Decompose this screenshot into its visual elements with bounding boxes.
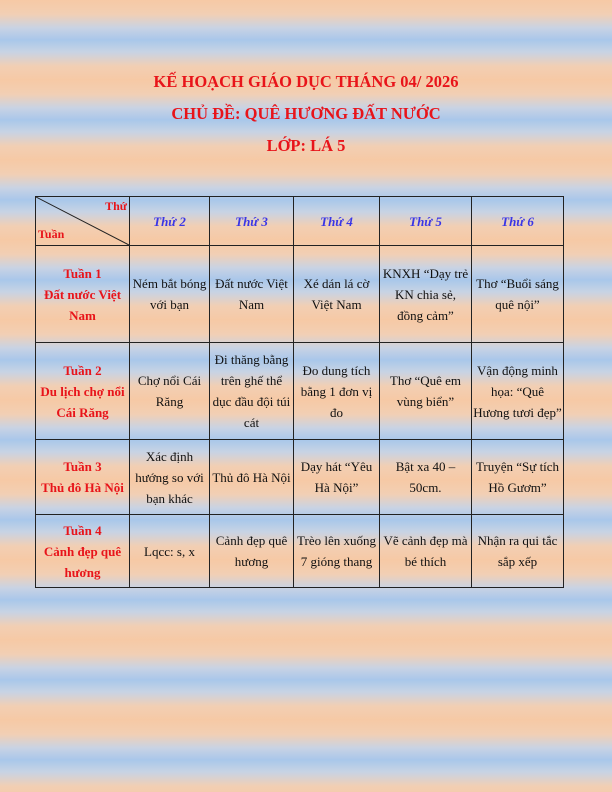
week-topic: Du lịch chợ nổi Cái Răng bbox=[40, 383, 125, 420]
activity-cell: Cảnh đẹp quê hương bbox=[210, 515, 294, 588]
day-header: Thứ 6 bbox=[472, 197, 564, 246]
day-header: Thứ 5 bbox=[380, 197, 472, 246]
day-header: Thứ 4 bbox=[294, 197, 380, 246]
activity-cell: Lqcc: s, x bbox=[130, 515, 210, 588]
activity-cell: Dạy hát “Yêu Hà Nội” bbox=[294, 440, 380, 515]
activity-cell: Thơ “Buổi sáng quê nội” bbox=[472, 246, 564, 343]
table-row bbox=[36, 343, 564, 440]
week-cell bbox=[36, 515, 130, 588]
activity-cell: Chợ nổi Cái Răng bbox=[130, 343, 210, 440]
table-row bbox=[36, 246, 564, 343]
table-row bbox=[36, 515, 564, 588]
activity-cell: Xác định hướng so với bạn khác bbox=[130, 440, 210, 515]
activity-cell: Xé dán lá cờ Việt Nam bbox=[294, 246, 380, 343]
activity-cell: Đo dung tích bằng 1 đơn vị đo bbox=[294, 343, 380, 440]
theme-title: CHỦ ĐỀ: QUÊ HƯƠNG ĐẤT NƯỚC bbox=[171, 104, 441, 123]
week-label: Tuần 1 bbox=[63, 265, 102, 281]
activity-cell: Truyện “Sự tích Hồ Gươm” bbox=[472, 440, 564, 515]
week-cell bbox=[36, 343, 130, 440]
activity-cell: Thơ “Quê em vùng biển” bbox=[380, 343, 472, 440]
week-topic: Thủ đô Hà Nội bbox=[41, 480, 124, 495]
week-label: Tuần 3 bbox=[63, 459, 102, 474]
activity-cell: Bật xa 40 – 50cm. bbox=[380, 440, 472, 515]
week-label: Tuần 2 bbox=[63, 362, 102, 378]
lesson-plan-table bbox=[35, 196, 564, 588]
week-topic: Đất nước Việt Nam bbox=[43, 286, 122, 323]
activity-cell: Trèo lên xuống 7 gióng thang bbox=[294, 515, 380, 588]
corner-day-label: Thứ bbox=[105, 199, 127, 213]
table-header-row bbox=[36, 197, 564, 246]
week-cell bbox=[36, 440, 130, 515]
class-title: LỚP: LÁ 5 bbox=[266, 136, 346, 155]
week-label: Tuần 4 bbox=[63, 522, 102, 538]
activity-cell: Ném bắt bóng với bạn bbox=[130, 246, 210, 343]
corner-week-label: Tuần bbox=[38, 227, 65, 241]
activity-cell: KNXH “Dạy trẻ KN chia sẻ, đồng cảm” bbox=[380, 246, 472, 343]
activity-cell: Đi thăng bằng trên ghế thể dục đầu đội túi cát bbox=[210, 343, 294, 440]
activity-cell: Vẽ cảnh đẹp mà bé thích bbox=[380, 515, 472, 588]
day-header: Thứ 3 bbox=[210, 197, 294, 246]
corner-cell bbox=[36, 197, 130, 246]
plan-title: KẾ HOẠCH GIÁO DỤC THÁNG 04/ 2026 bbox=[153, 72, 459, 91]
day-header: Thứ 2 bbox=[130, 197, 210, 246]
table-row bbox=[36, 440, 564, 515]
week-topic: Cảnh đẹp quê hương bbox=[43, 543, 122, 580]
week-cell bbox=[36, 246, 130, 343]
activity-cell: Thủ đô Hà Nội bbox=[210, 440, 294, 515]
activity-cell: Nhận ra qui tắc sắp xếp bbox=[472, 515, 564, 588]
activity-cell: Đất nước Việt Nam bbox=[210, 246, 294, 343]
activity-cell: Vận động minh họa: “Quê Hương tươi đẹp” bbox=[472, 343, 564, 440]
